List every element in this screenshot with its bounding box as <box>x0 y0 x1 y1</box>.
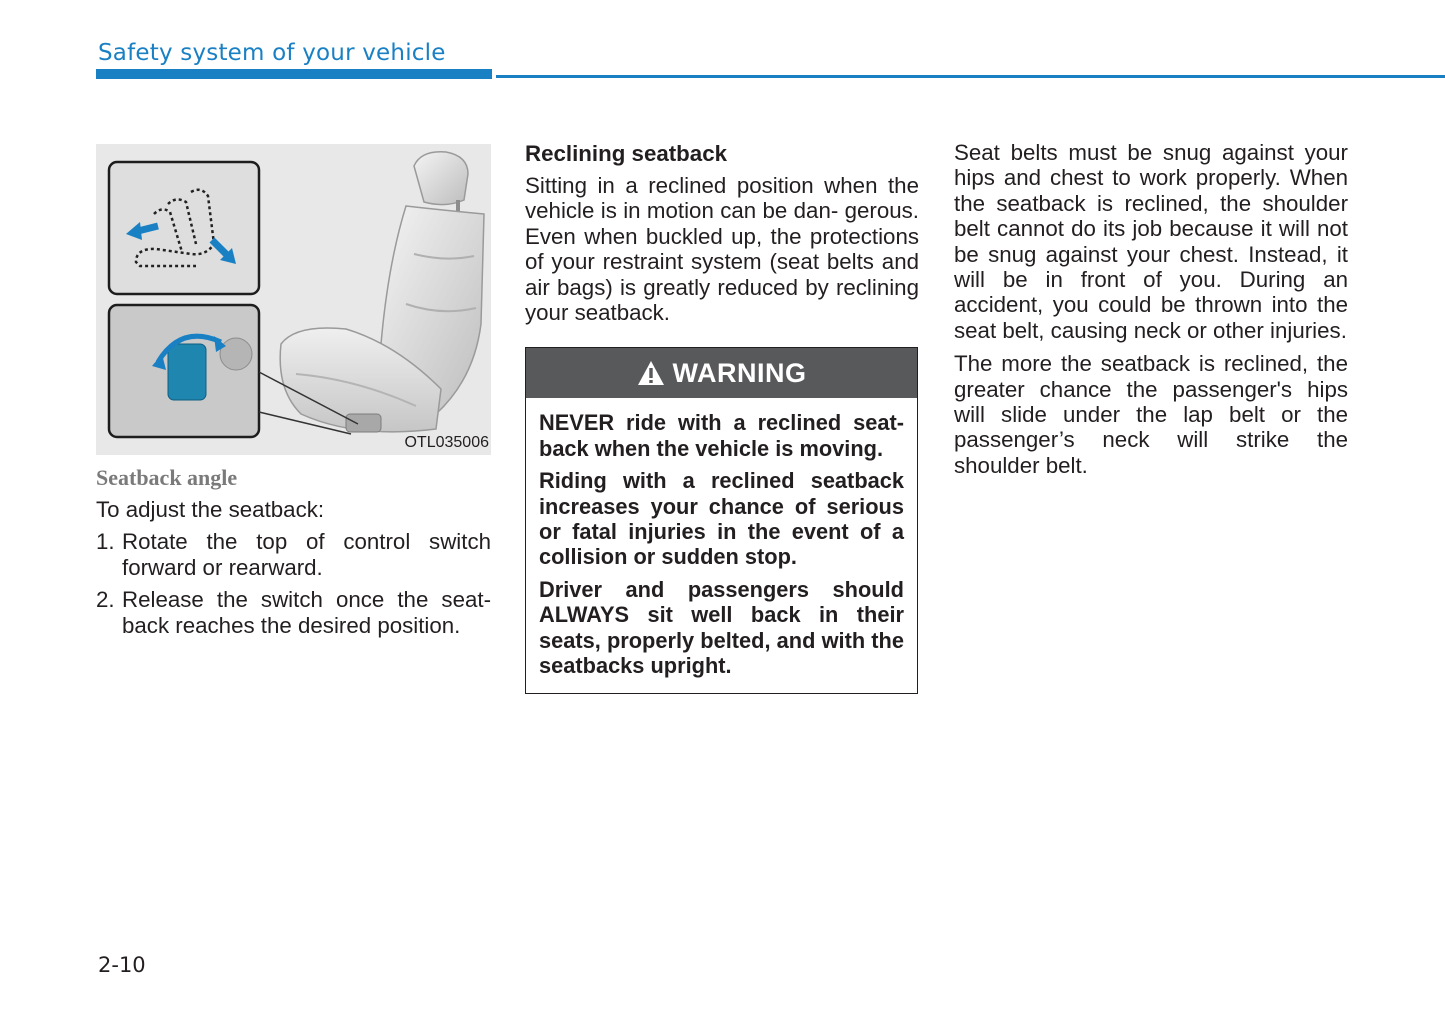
left-column <box>96 144 491 638</box>
figure-caption: Seatback angle <box>96 465 238 490</box>
step-text: Rotate the top of control switch forward or rearward. <box>122 529 491 580</box>
list-item <box>96 587 491 638</box>
middle-column <box>525 140 919 694</box>
adjust-steps-list <box>96 529 491 638</box>
step-text: Release the switch once the seat- back reaches the desired position. <box>122 587 491 638</box>
step-number: 1. <box>96 529 115 555</box>
warning-paragraph: Driver and passengers should ALWAYS sit well back in their seats, properly belted, and with the seatbacks upright. <box>539 576 904 679</box>
seat-drawing <box>96 144 491 455</box>
warning-paragraph: Riding with a reclined seatback increases your chance of serious or fatal injuries in the event of a collision or sudden stop. <box>539 468 904 570</box>
right-column <box>954 140 1348 478</box>
step-number: 2. <box>96 587 115 613</box>
body-paragraph: Seat belts must be snug against your hips and chest to work properly. When the seatback is reclined, the shoulder belt cannot do its job because it will not be snug against your chest. Instead, it will be in front of you. During an accident, you could be thrown into the seat belt, causing neck or other injuries. <box>954 140 1348 343</box>
warning-label: WARNING <box>672 357 807 388</box>
warning-box <box>525 347 918 693</box>
warning-header <box>526 348 917 398</box>
warning-triangle-icon <box>637 360 665 386</box>
header-bar-thick <box>96 69 492 79</box>
switch-closeup-inset <box>109 305 259 437</box>
body-paragraph: Sitting in a reclined position when the vehicle is in motion can be dan- gerous. Even when buckled up, the protections of your restraint system (seat belts and air bags) is greatly reduced by reclining your seatback. <box>525 173 919 326</box>
header-bar-thin <box>496 75 1445 78</box>
section-title: Reclining seatback <box>525 141 727 166</box>
car-seat-drawing <box>280 152 484 432</box>
adjust-intro: To adjust the seatback: <box>96 497 325 522</box>
figure-code: OTL035006 <box>404 434 489 451</box>
warning-paragraph: NEVER ride with a reclined seat- back when the vehicle is moving. <box>539 410 904 461</box>
section-header-title: Safety system of your vehicle <box>98 40 446 66</box>
body-paragraph: The more the seatback is reclined, the greater chance the passenger's hips will slide under the lap belt or the passenger’s neck will strike the shoulder belt. <box>954 351 1348 478</box>
page-number: 2-10 <box>98 953 146 977</box>
warning-body <box>526 398 917 692</box>
seat-illustration <box>96 144 491 455</box>
recline-diagram-inset <box>109 162 259 294</box>
list-item <box>96 529 491 580</box>
